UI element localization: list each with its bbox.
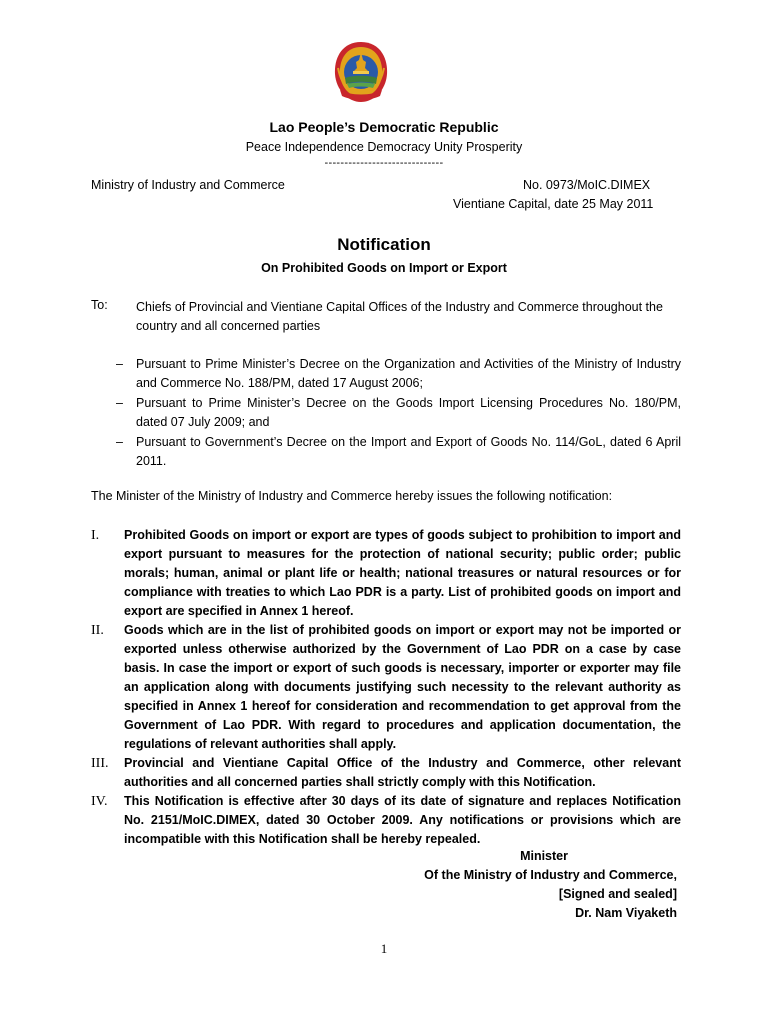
clause-item <box>91 526 681 621</box>
dash-bullet: – <box>116 435 123 449</box>
page-number: 1 <box>380 941 388 956</box>
clause-number: II. <box>91 623 104 638</box>
dash-bullet: – <box>116 396 123 410</box>
clause-text: Goods which are in the list of prohibited goods on import or export may not be imported or exported unless otherwise authorized by the Government of Lao PDR on a case by case basis. In case the import or export of such goods is necessary, importer or exporter may file an application along with documents justifying such necessity to the relevant authority as specified in Annex 1 hereof for consideration and recommendation to get approval from the Government of Lao PDR. With regard to procedures and application documentation, the regulations of relevant authorities shall apply. <box>124 623 681 751</box>
document-subtitle: On Prohibited Goods on Import or Export <box>261 261 507 275</box>
clause-item <box>91 621 681 754</box>
header-divider: ------------------------------ <box>324 157 444 169</box>
dash-bullet: – <box>116 357 123 371</box>
national-emblem-icon <box>332 38 390 106</box>
signatory-title: Minister <box>520 849 568 863</box>
pursuant-text: Pursuant to Prime Minister’s Decree on the Goods Import Licensing Procedures No. 180/PM, dated 07 July 2009; and <box>136 396 681 429</box>
clause-number: III. <box>91 756 109 771</box>
clause-text: Prohibited Goods on import or export are types of goods subject to prohibition to import and export pursuant to measures for the protection of national security; public order; public morals; human, animal or plant life or health; national treasures or natural resources or for compliance with treaties to which Lao PDR is a party. List of prohibited goods on import and export are specified in Annex 1 hereof. <box>124 528 681 618</box>
document-number: No. 0973/MoIC.DIMEX <box>523 178 651 192</box>
country-name: Lao People’s Democratic Republic <box>269 119 499 135</box>
signatory-office: Of the Ministry of Industry and Commerce, <box>424 868 677 882</box>
signatory-name: Dr. Nam Viyaketh <box>575 906 677 920</box>
clause-number: IV. <box>91 794 108 809</box>
clause-item <box>91 754 681 792</box>
recipient-label: To: <box>91 298 108 312</box>
signature-note: [Signed and sealed] <box>558 887 677 901</box>
pursuant-item <box>116 433 681 471</box>
national-motto: Peace Independence Democracy Unity Prosperity <box>245 140 523 154</box>
document-date: Vientiane Capital, date 25 May 2011 <box>453 197 654 211</box>
document-title: Notification <box>337 235 431 254</box>
pursuant-text: Pursuant to Government’s Decree on the Import and Export of Goods No. 114/GoL, dated 6 April 2011. <box>136 435 681 468</box>
pursuant-item <box>116 355 681 393</box>
issuing-ministry: Ministry of Industry and Commerce <box>91 178 285 192</box>
clause-number: I. <box>91 528 100 543</box>
clause-item <box>91 792 681 849</box>
clause-text: Provincial and Vientiane Capital Office of the Industry and Commerce, other relevant authorities and all concerned parties shall strictly comply with this Notification. <box>124 756 681 789</box>
recipient-text: Chiefs of Provincial and Vientiane Capital Offices of the Industry and Commerce throughout the country and all concerned parties <box>136 300 663 333</box>
pursuant-item <box>116 394 681 432</box>
pursuant-text: Pursuant to Prime Minister’s Decree on the Organization and Activities of the Ministry of Industry and Commerce No. 188/PM, dated 17 August 2006; <box>136 357 681 390</box>
intro-sentence: The Minister of the Ministry of Industry and Commerce hereby issues the following notification: <box>91 489 613 503</box>
clause-text: This Notification is effective after 30 days of its date of signature and replaces Notification No. 2151/MoIC.DIMEX, dated 30 October 2009. Any notifications or provisions which are incompatible with this Notification shall be hereby repealed. <box>124 794 681 846</box>
